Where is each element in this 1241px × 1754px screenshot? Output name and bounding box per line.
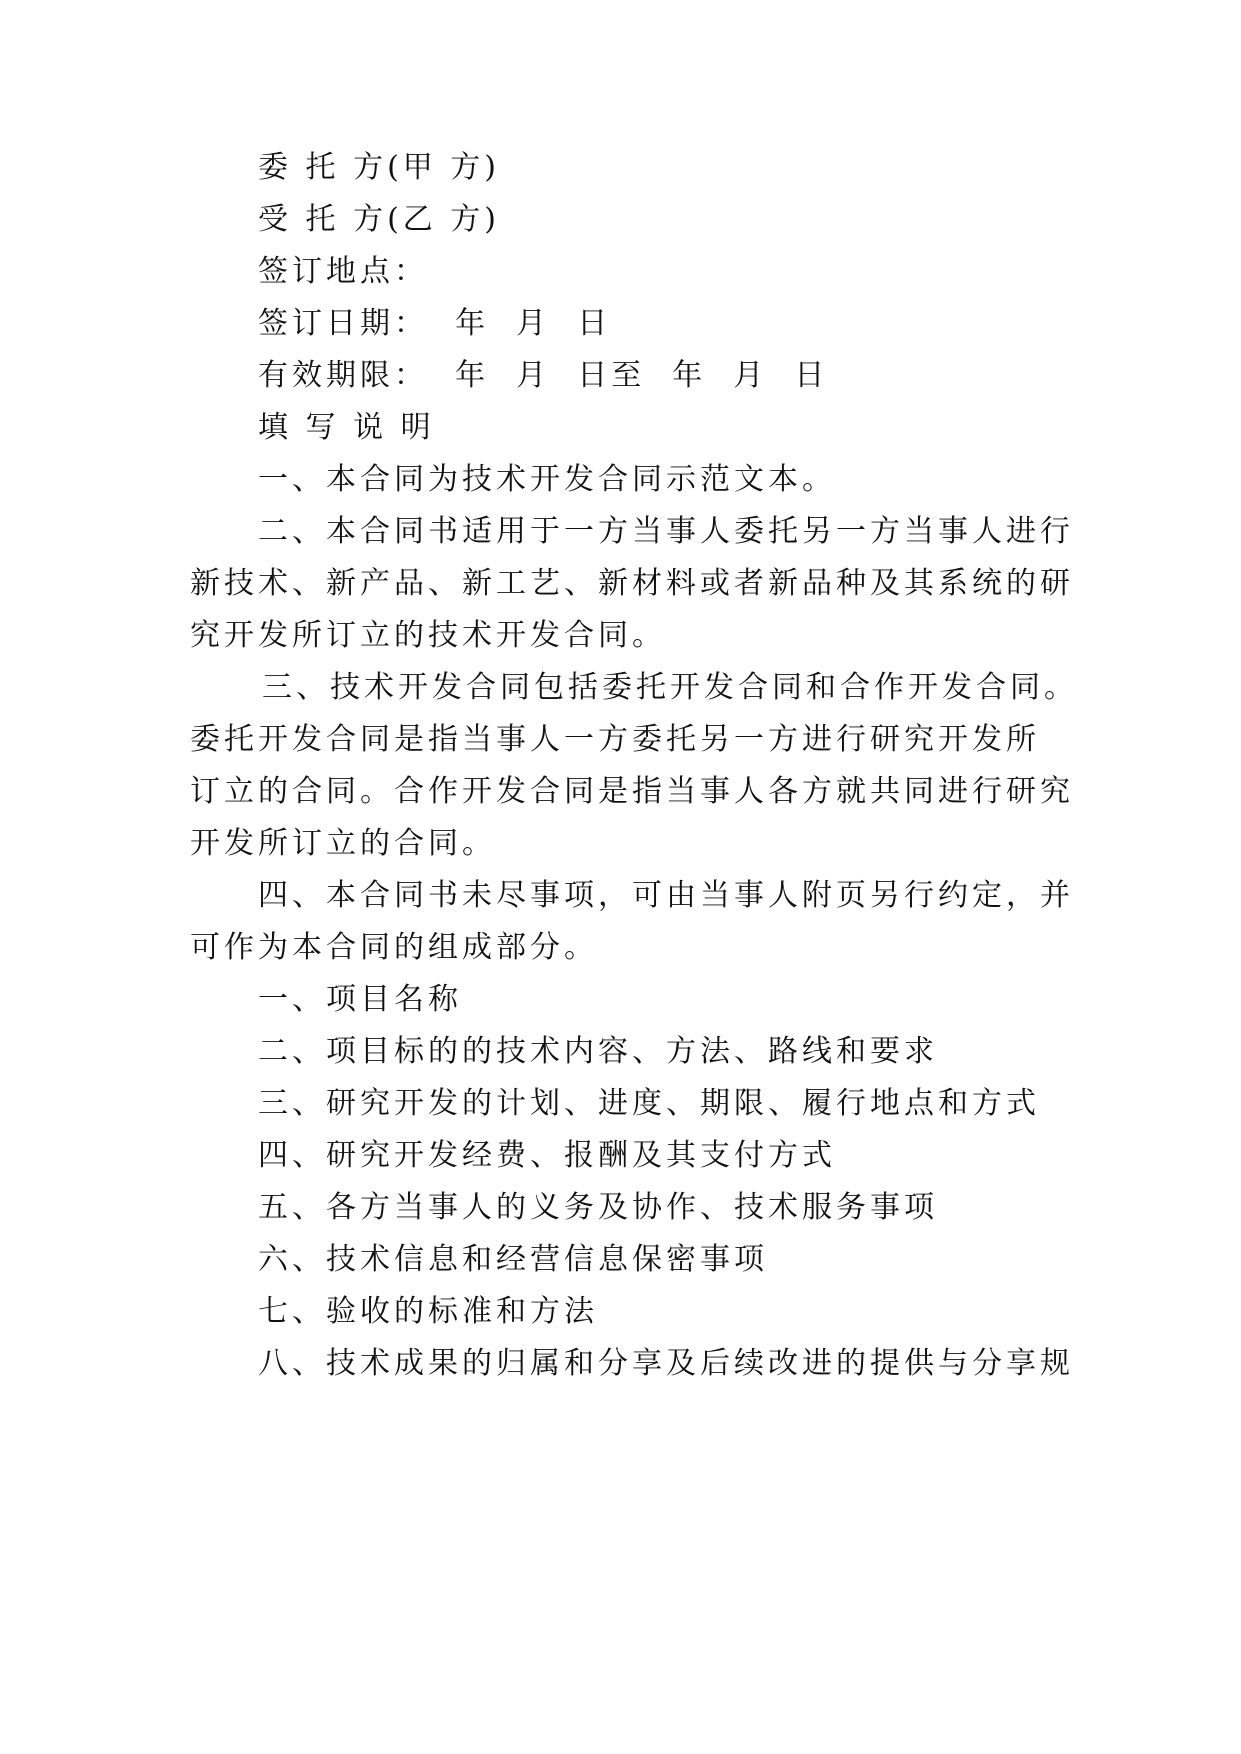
instruction-paragraph-continuation: 委托开发合同是指当事人一方委托另一方进行研究开发所: [190, 722, 1040, 757]
validity-period-line: 有效期限： 年 月 日至 年 月 日: [258, 358, 829, 393]
signing-date-line: 签订日期： 年 月 日: [258, 306, 612, 341]
contract-item-heading: 二、项目标的的技术内容、方法、路线和要求: [258, 1034, 938, 1069]
contract-item-heading: 三、研究开发的计划、进度、期限、履行地点和方式: [258, 1086, 1040, 1121]
instruction-paragraph: 三、技术开发合同包括委托开发合同和合作开发合同。: [262, 670, 1078, 705]
instruction-paragraph: 一、本合同为技术开发合同示范文本。: [258, 462, 836, 497]
contractor-party-line: 受 托 方(乙 方): [258, 202, 501, 237]
instruction-paragraph-continuation: 新技术、新产品、新工艺、新材料或者新品种及其系统的研: [190, 566, 1074, 601]
contract-item-heading: 七、验收的标准和方法: [258, 1294, 598, 1329]
contract-item-heading: 六、技术信息和经营信息保密事项: [258, 1242, 768, 1277]
instructions-title: 填 写 说 明: [258, 410, 435, 445]
contract-item-heading: 四、研究开发经费、报酬及其支付方式: [258, 1138, 836, 1173]
contract-item-heading: 五、各方当事人的义务及协作、技术服务事项: [258, 1190, 938, 1225]
signing-place-line: 签订地点：: [258, 254, 428, 289]
instruction-paragraph-continuation: 究开发所订立的技术开发合同。: [190, 618, 666, 653]
contract-item-heading: 八、技术成果的归属和分享及后续改进的提供与分享规: [258, 1346, 1074, 1381]
instruction-paragraph: 四、本合同书未尽事项，可由当事人附页另行约定，并: [258, 878, 1074, 913]
instruction-paragraph-continuation: 订立的合同。合作开发合同是指当事人各方就共同进行研究: [190, 774, 1074, 809]
instruction-paragraph-continuation: 开发所订立的合同。: [190, 826, 496, 861]
instruction-paragraph-continuation: 可作为本合同的组成部分。: [190, 930, 598, 965]
instruction-paragraph: 二、本合同书适用于一方当事人委托另一方当事人进行: [258, 514, 1074, 549]
client-party-line: 委 托 方(甲 方): [258, 150, 501, 185]
contract-item-heading: 一、项目名称: [258, 982, 462, 1017]
